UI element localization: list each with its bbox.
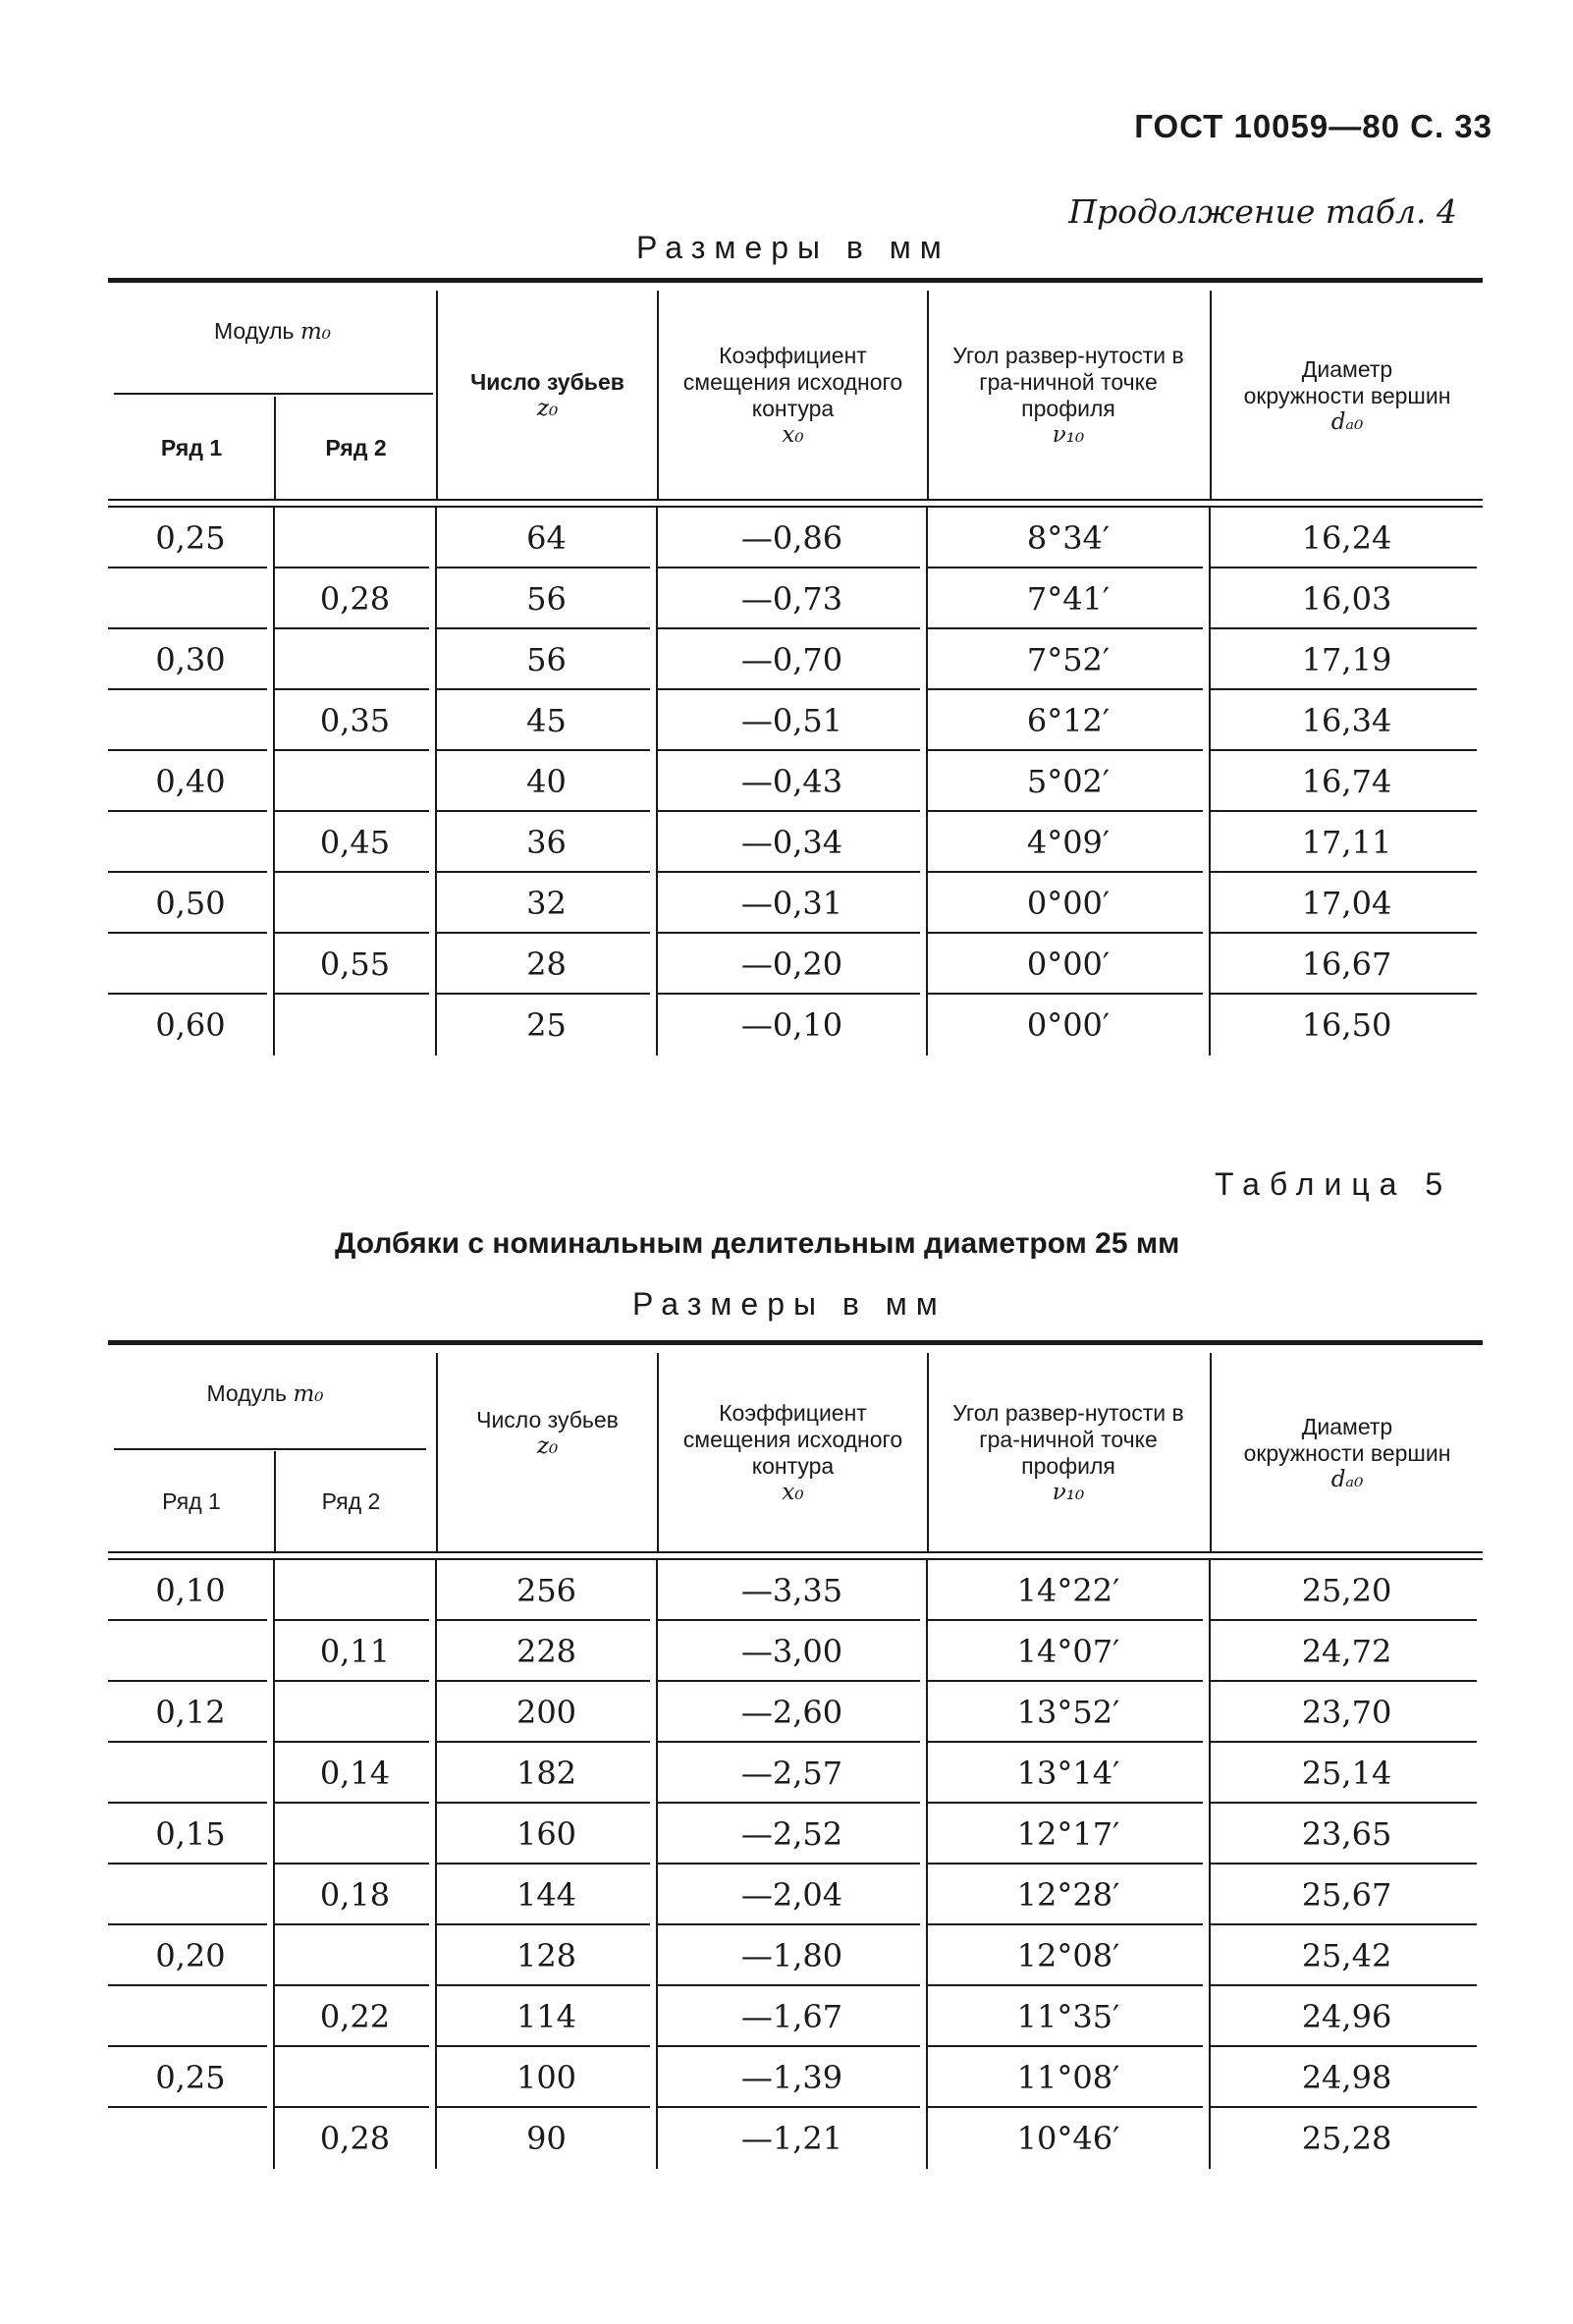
cell-row2-module bbox=[275, 629, 437, 690]
cell-teeth-count: 200 bbox=[437, 1682, 658, 1743]
cell-tip-diameter: 24,72 bbox=[1211, 1621, 1483, 1682]
cell-row1-module bbox=[108, 934, 275, 995]
cell-tip-diameter: 23,65 bbox=[1211, 1804, 1483, 1865]
cell-row2-module: 0,45 bbox=[275, 812, 437, 873]
cell-tip-diameter: 23,70 bbox=[1211, 1682, 1483, 1743]
cell-shift-coef: —0,70 bbox=[658, 629, 928, 690]
table-row bbox=[108, 1621, 1483, 1682]
table-5 bbox=[108, 1340, 1483, 2169]
table-row bbox=[108, 934, 1483, 995]
cell-teeth-count: 40 bbox=[437, 751, 658, 812]
cell-row2-module bbox=[275, 2047, 437, 2108]
table-row bbox=[108, 873, 1483, 934]
cell-profile-angle: 6°12′ bbox=[928, 690, 1211, 751]
cell-row1-module: 0,25 bbox=[108, 2047, 275, 2108]
cell-row1-module bbox=[108, 1621, 275, 1682]
cell-row1-module: 0,30 bbox=[108, 629, 275, 690]
cell-teeth-count: 144 bbox=[437, 1865, 658, 1925]
table-row bbox=[108, 568, 1483, 629]
cell-row2-module bbox=[275, 508, 437, 568]
cell-shift-coef: —0,43 bbox=[658, 751, 928, 812]
angle-header: Угол развер-нутости в гра-ничной точке профиля ν₁₀ bbox=[952, 1400, 1184, 1505]
cell-row2-module bbox=[275, 1804, 437, 1865]
cell-tip-diameter: 16,03 bbox=[1211, 568, 1483, 629]
cell-profile-angle: 7°52′ bbox=[928, 629, 1211, 690]
cell-tip-diameter: 25,67 bbox=[1211, 1865, 1483, 1925]
cell-row2-module: 0,11 bbox=[275, 1621, 437, 1682]
cell-profile-angle: 0°00′ bbox=[928, 995, 1211, 1055]
table4-body bbox=[108, 508, 1483, 1055]
cell-shift-coef: —2,52 bbox=[658, 1804, 928, 1865]
cell-profile-angle: 14°07′ bbox=[928, 1621, 1211, 1682]
cell-tip-diameter: 24,96 bbox=[1211, 1986, 1483, 2047]
cell-row2-module: 0,22 bbox=[275, 1986, 437, 2047]
cell-teeth-count: 56 bbox=[437, 629, 658, 690]
cell-row2-module bbox=[275, 873, 437, 934]
cell-profile-angle: 5°02′ bbox=[928, 751, 1211, 812]
table-row bbox=[108, 2108, 1483, 2169]
cell-row1-module bbox=[108, 690, 275, 751]
cell-profile-angle: 8°34′ bbox=[928, 508, 1211, 568]
cell-tip-diameter: 17,19 bbox=[1211, 629, 1483, 690]
table5-title: Долбяки с номинальным делительным диаметром 25 мм bbox=[335, 1227, 1180, 1260]
cell-row1-module: 0,20 bbox=[108, 1925, 275, 1986]
row1-header: Ряд 1 bbox=[162, 1487, 221, 1514]
header-double-rule bbox=[108, 1551, 1483, 1560]
cell-shift-coef: —2,04 bbox=[658, 1865, 928, 1925]
cell-tip-diameter: 16,24 bbox=[1211, 508, 1483, 568]
row1-header: Ряд 1 bbox=[160, 434, 223, 460]
cell-shift-coef: —1,21 bbox=[658, 2108, 928, 2169]
cell-shift-coef: —0,20 bbox=[658, 934, 928, 995]
cell-row1-module bbox=[108, 568, 275, 629]
cell-row1-module bbox=[108, 1865, 275, 1925]
cell-profile-angle: 11°08′ bbox=[928, 2047, 1211, 2108]
table-row bbox=[108, 690, 1483, 751]
table-row bbox=[108, 1560, 1483, 1621]
cell-teeth-count: 56 bbox=[437, 568, 658, 629]
cell-shift-coef: —0,31 bbox=[658, 873, 928, 934]
cell-profile-angle: 13°14′ bbox=[928, 1743, 1211, 1804]
cell-profile-angle: 12°17′ bbox=[928, 1804, 1211, 1865]
cell-shift-coef: —2,60 bbox=[658, 1682, 928, 1743]
table-4 bbox=[108, 278, 1483, 1055]
table-continuation-note: Продолжение табл. 4 bbox=[1068, 192, 1457, 231]
cell-profile-angle: 12°08′ bbox=[928, 1925, 1211, 1986]
cell-row1-module bbox=[108, 1986, 275, 2047]
coef-header: Коэффициент смещения исходного контура x₀ bbox=[682, 1400, 903, 1505]
cell-shift-coef: —3,35 bbox=[658, 1560, 928, 1621]
module-subrule bbox=[114, 393, 433, 395]
cell-shift-coef: —0,73 bbox=[658, 568, 928, 629]
cell-profile-angle: 12°28′ bbox=[928, 1865, 1211, 1925]
cell-tip-diameter: 17,11 bbox=[1211, 812, 1483, 873]
header-double-rule bbox=[108, 499, 1483, 508]
cell-teeth-count: 100 bbox=[437, 2047, 658, 2108]
cell-shift-coef: —0,86 bbox=[658, 508, 928, 568]
cell-teeth-count: 90 bbox=[437, 2108, 658, 2169]
teeth-header: Число зубьев z₀ bbox=[470, 369, 624, 421]
cell-profile-angle: 0°00′ bbox=[928, 934, 1211, 995]
cell-teeth-count: 256 bbox=[437, 1560, 658, 1621]
cell-shift-coef: —0,34 bbox=[658, 812, 928, 873]
header-divider bbox=[927, 291, 929, 499]
cell-shift-coef: —2,57 bbox=[658, 1743, 928, 1804]
cell-row2-module bbox=[275, 1925, 437, 1986]
cell-teeth-count: 160 bbox=[437, 1804, 658, 1865]
cell-profile-angle: 7°41′ bbox=[928, 568, 1211, 629]
cell-tip-diameter: 25,42 bbox=[1211, 1925, 1483, 1986]
table-row bbox=[108, 1925, 1483, 1986]
cell-teeth-count: 28 bbox=[437, 934, 658, 995]
page-header: ГОСТ 10059—80 С. 33 bbox=[1134, 108, 1492, 144]
cell-row1-module: 0,15 bbox=[108, 1804, 275, 1865]
cell-shift-coef: —1,80 bbox=[658, 1925, 928, 1986]
cell-profile-angle: 10°46′ bbox=[928, 2108, 1211, 2169]
cell-shift-coef: —0,10 bbox=[658, 995, 928, 1055]
table-row bbox=[108, 751, 1483, 812]
cell-row2-module: 0,35 bbox=[275, 690, 437, 751]
cell-teeth-count: 228 bbox=[437, 1621, 658, 1682]
row2-header: Ряд 2 bbox=[325, 434, 387, 460]
cell-tip-diameter: 16,74 bbox=[1211, 751, 1483, 812]
cell-shift-coef: —1,67 bbox=[658, 1986, 928, 2047]
cell-teeth-count: 64 bbox=[437, 508, 658, 568]
module-header: Модуль m₀ bbox=[214, 318, 331, 345]
cell-profile-angle: 14°22′ bbox=[928, 1560, 1211, 1621]
cell-profile-angle: 0°00′ bbox=[928, 873, 1211, 934]
cell-row1-module: 0,10 bbox=[108, 1560, 275, 1621]
teeth-header: Число зубьев z₀ bbox=[476, 1407, 619, 1459]
cell-tip-diameter: 16,67 bbox=[1211, 934, 1483, 995]
table-row bbox=[108, 995, 1483, 1055]
coef-header: Коэффициент смещения исходного контура x₀ bbox=[682, 343, 903, 448]
cell-teeth-count: 45 bbox=[437, 690, 658, 751]
table5-label: Таблица 5 bbox=[1215, 1166, 1453, 1202]
table-row bbox=[108, 812, 1483, 873]
header-divider bbox=[657, 291, 659, 499]
cell-shift-coef: —0,51 bbox=[658, 690, 928, 751]
table-row bbox=[108, 508, 1483, 568]
cell-row2-module bbox=[275, 1682, 437, 1743]
cell-teeth-count: 32 bbox=[437, 873, 658, 934]
cell-teeth-count: 182 bbox=[437, 1743, 658, 1804]
cell-row2-module: 0,28 bbox=[275, 568, 437, 629]
cell-row2-module: 0,18 bbox=[275, 1865, 437, 1925]
cell-row1-module bbox=[108, 812, 275, 873]
cell-tip-diameter: 16,34 bbox=[1211, 690, 1483, 751]
cell-teeth-count: 128 bbox=[437, 1925, 658, 1986]
table-row bbox=[108, 629, 1483, 690]
cell-row2-module bbox=[275, 995, 437, 1055]
cell-tip-diameter: 25,14 bbox=[1211, 1743, 1483, 1804]
cell-tip-diameter: 17,04 bbox=[1211, 873, 1483, 934]
cell-tip-diameter: 16,50 bbox=[1301, 1006, 1392, 1044]
table4-dimensions-note: Размеры в мм bbox=[636, 230, 950, 265]
cell-row1-module: 0,12 bbox=[108, 1682, 275, 1743]
cell-row2-module: 0,55 bbox=[275, 934, 437, 995]
module-header: Модуль m₀ bbox=[206, 1380, 324, 1407]
cell-row1-module bbox=[108, 1743, 275, 1804]
cell-shift-coef: —3,00 bbox=[658, 1621, 928, 1682]
cell-tip-diameter: 25,20 bbox=[1211, 1560, 1483, 1621]
row2-header: Ряд 2 bbox=[321, 1487, 381, 1514]
table-row bbox=[108, 1743, 1483, 1804]
cell-shift-coef: —1,39 bbox=[658, 2047, 928, 2108]
angle-header: Угол развер-нутости в гра-ничной точке профиля ν₁₀ bbox=[952, 343, 1184, 448]
cell-profile-angle: 11°35′ bbox=[928, 1986, 1211, 2047]
cell-row2-module: 0,28 bbox=[275, 2108, 437, 2169]
module-subrule bbox=[114, 1448, 426, 1450]
cell-row2-module bbox=[275, 1560, 437, 1621]
table-row bbox=[108, 1682, 1483, 1743]
cell-row1-module: 0,40 bbox=[108, 751, 275, 812]
cell-row2-module bbox=[275, 751, 437, 812]
cell-teeth-count: 25 bbox=[437, 995, 658, 1055]
table-header bbox=[108, 1345, 1483, 1551]
cell-profile-angle: 13°52′ bbox=[928, 1682, 1211, 1743]
cell-tip-diameter: 24,98 bbox=[1211, 2047, 1483, 2108]
table-row bbox=[108, 2047, 1483, 2108]
header-divider bbox=[657, 1353, 659, 1551]
cell-teeth-count: 36 bbox=[437, 812, 658, 873]
table5-body bbox=[108, 1560, 1483, 2169]
diam-header: Диаметр окружности вершин dₐ₀ bbox=[1243, 1413, 1451, 1492]
table5-dimensions-note: Размеры в мм bbox=[632, 1286, 947, 1322]
cell-row1-module: 0,50 bbox=[108, 873, 275, 934]
cell-tip-diameter: 25,28 bbox=[1301, 2120, 1392, 2157]
cell-profile-angle: 4°09′ bbox=[928, 812, 1211, 873]
cell-row2-module: 0,14 bbox=[275, 1743, 437, 1804]
cell-row1-module: 0,60 bbox=[108, 995, 275, 1055]
header-divider bbox=[927, 1353, 929, 1551]
cell-row1-module bbox=[108, 2108, 275, 2169]
diam-header: Диаметр окружности вершин dₐ₀ bbox=[1243, 355, 1451, 435]
cell-teeth-count: 114 bbox=[437, 1986, 658, 2047]
table-row bbox=[108, 1804, 1483, 1865]
table-row bbox=[108, 1986, 1483, 2047]
table-header bbox=[108, 283, 1483, 499]
cell-row1-module: 0,25 bbox=[108, 508, 275, 568]
table-row bbox=[108, 1865, 1483, 1925]
